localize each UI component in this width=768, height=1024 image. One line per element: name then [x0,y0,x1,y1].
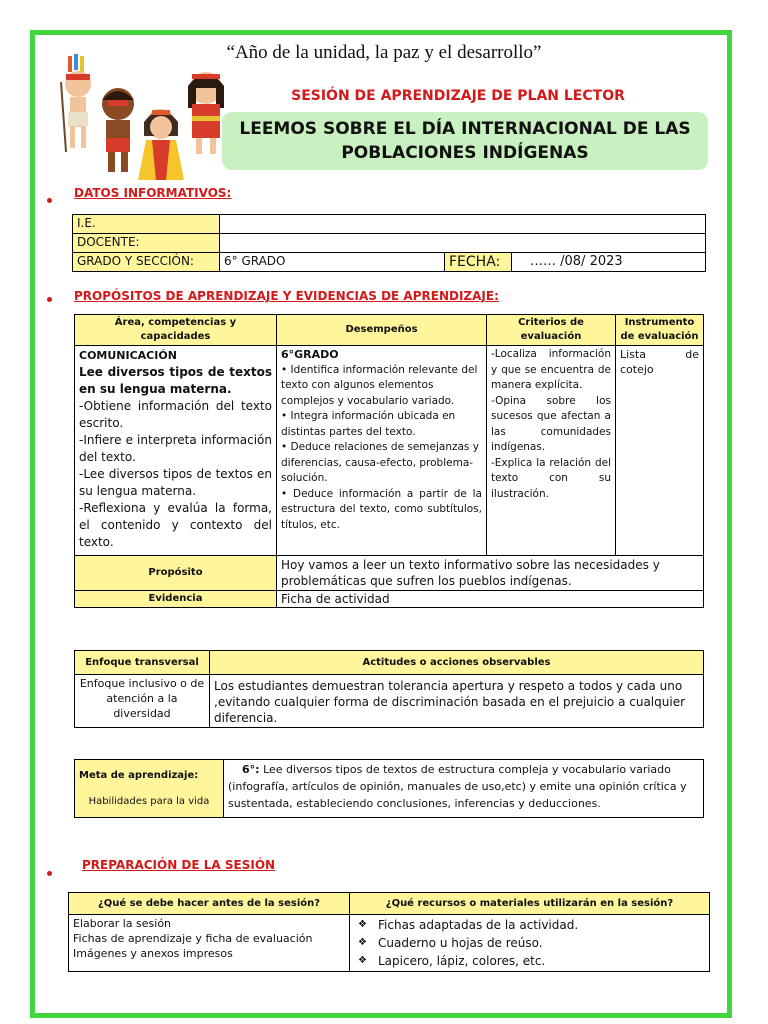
fecha-label: FECHA: [445,253,512,272]
enfoque-text: Los estudiantes demuestran tolerancia apertura y respeto a todos y cada uno ,evitando cualquier forma de discriminación basada en el prejuicio a cualquier diferencia. [210,675,704,728]
preparacion-heading: PREPARACIÓN DE LA SESIÓN [82,858,276,872]
recurso-item: ❖ Cuaderno u hojas de reúso. [358,936,543,950]
datos-heading: DATOS INFORMATIVOS: [74,186,232,200]
ie-label: I.E. [73,215,220,234]
criterio-3: -Explica la relación del texto con su ilustración. [491,456,611,500]
child-figure-3 [138,109,184,180]
session-title: SESIÓN DE APRENDIZAJE DE PLAN LECTOR [291,88,625,104]
propositos-heading: PROPÓSITOS DE APRENDIZAJE Y EVIDENCIAS DE APRENDIZAJE: [74,289,499,303]
diamond-bullet-icon: ❖ [358,919,367,930]
indigenous-children-illustration [56,52,226,182]
child-figure-1 [61,54,91,152]
grado-value: 6° GRADO [220,253,445,272]
area-title: COMUNICACIÓN [79,349,177,362]
desempeno-4: • Deduce información a partir de la estructura del texto, como subtítulos, títulos, etc. [281,487,482,531]
col-criterios: Criterios de evaluación [487,315,616,346]
evidencia-text: Ficha de actividad [277,591,704,608]
docente-value [220,234,706,253]
antes-item: Elaborar la sesión [73,917,172,930]
meta-grade: 6°: [242,763,260,776]
meta-label: Meta de aprendizaje: [79,769,199,781]
ie-value [220,215,706,234]
meta-text: Lee diversos tipos de textos de estructura compleja y vocabulario variado (infografía, artículos de opinión, manuales de uso,etc) y emite una opinión crítica y sustentada, estableciendo conclusiones, inferencias y deducciones. [228,763,687,810]
antes-item: Fichas de aprendizaje y ficha de evaluación [73,932,313,945]
proposito-label: Propósito [75,556,277,591]
criterio-1: -Localiza información y que se encuentra de manera explícita. [491,348,611,391]
enfoque-col2: Actitudes o acciones observables [210,651,704,675]
recursos-list [354,916,705,970]
bullet-preparacion [47,871,52,876]
propositos-table [74,314,704,608]
datos-table [72,214,706,272]
area-capacidad-3: -Lee diversos tipos de textos en su lengua materna. [79,467,272,498]
recursos-cell [350,915,710,972]
meta-sublabel: Habilidades para la vida [88,795,210,807]
instrumento-cell: Lista de cotejo [616,346,704,556]
preparacion-table [68,892,710,972]
col-area: Área, competencias y capacidades [75,315,277,346]
main-title-line2: POBLACIONES INDÍGENAS [341,143,589,163]
meta-text-cell [224,760,704,818]
area-capacidad-2: -Infiere e interpreta información del texto. [79,433,272,464]
desempenos-grado: 6°GRADO [281,348,339,361]
criterios-cell [487,346,616,556]
proposito-text: Hoy vamos a leer un texto informativo sobre las necesidades y problemáticas que sufren los pueblos indígenas. [277,556,704,591]
bullet-datos [47,198,52,203]
criterio-2: -Opina sobre los sucesos que afectan a las comunidades indígenas. [491,394,611,453]
area-cell [75,346,277,556]
desempeno-3: • Deduce relaciones de semejanzas y diferencias, causa-efecto, problema-solución. [281,441,479,484]
preparacion-col1: ¿Qué se debe hacer antes de la sesión? [69,893,350,915]
main-title-line1: LEEMOS SOBRE EL DÍA INTERNACIONAL DE LAS [239,119,691,139]
grado-label: GRADO Y SECCIÓN: [73,253,220,272]
enfoque-table [74,650,704,728]
area-capacidad-4: -Reflexiona y evalúa la forma, el contenido y contexto del texto. [79,501,272,549]
recurso-item: ❖ Lapicero, lápiz, colores, etc. [358,954,546,968]
bullet-propositos [47,297,52,302]
main-title-box [222,112,708,170]
child-figure-2 [102,88,134,172]
child-figure-4 [188,72,224,154]
docente-label: DOCENTE: [73,234,220,253]
fecha-value: …… /08/ 2023 [512,253,706,272]
desempeno-1: • Identifica información relevante del texto con algunos elementos complejos y vocabulario variado. [281,363,478,407]
meta-table [74,759,704,818]
year-motto: “Año de la unidad, la paz y el desarrollo” [226,42,542,63]
enfoque-col1: Enfoque transversal [75,651,210,675]
antes-item: Imágenes y anexos impresos [73,947,233,960]
recurso-item: ❖ Fichas adaptadas de la actividad. [358,918,579,932]
preparacion-col2: ¿Qué recursos o materiales utilizarán en la sesión? [350,893,710,915]
desempenos-cell [277,346,487,556]
diamond-bullet-icon: ❖ [358,937,367,948]
meta-cell [75,760,224,818]
antes-cell [69,915,350,972]
area-capacidad-1: -Obtiene información del texto escrito. [79,399,272,430]
area-competencia: Lee diversos tipos de textos en su lengua materna. [79,365,272,396]
evidencia-label: Evidencia [75,591,277,608]
desempeno-2: • Integra información ubicada en distintas partes del texto. [281,410,456,438]
diamond-bullet-icon: ❖ [358,955,367,966]
enfoque-name: Enfoque inclusivo o de atención a la diversidad [75,675,210,728]
col-instrumento: Instrumento de evaluación [616,315,704,346]
col-desempenos: Desempeños [277,315,487,346]
